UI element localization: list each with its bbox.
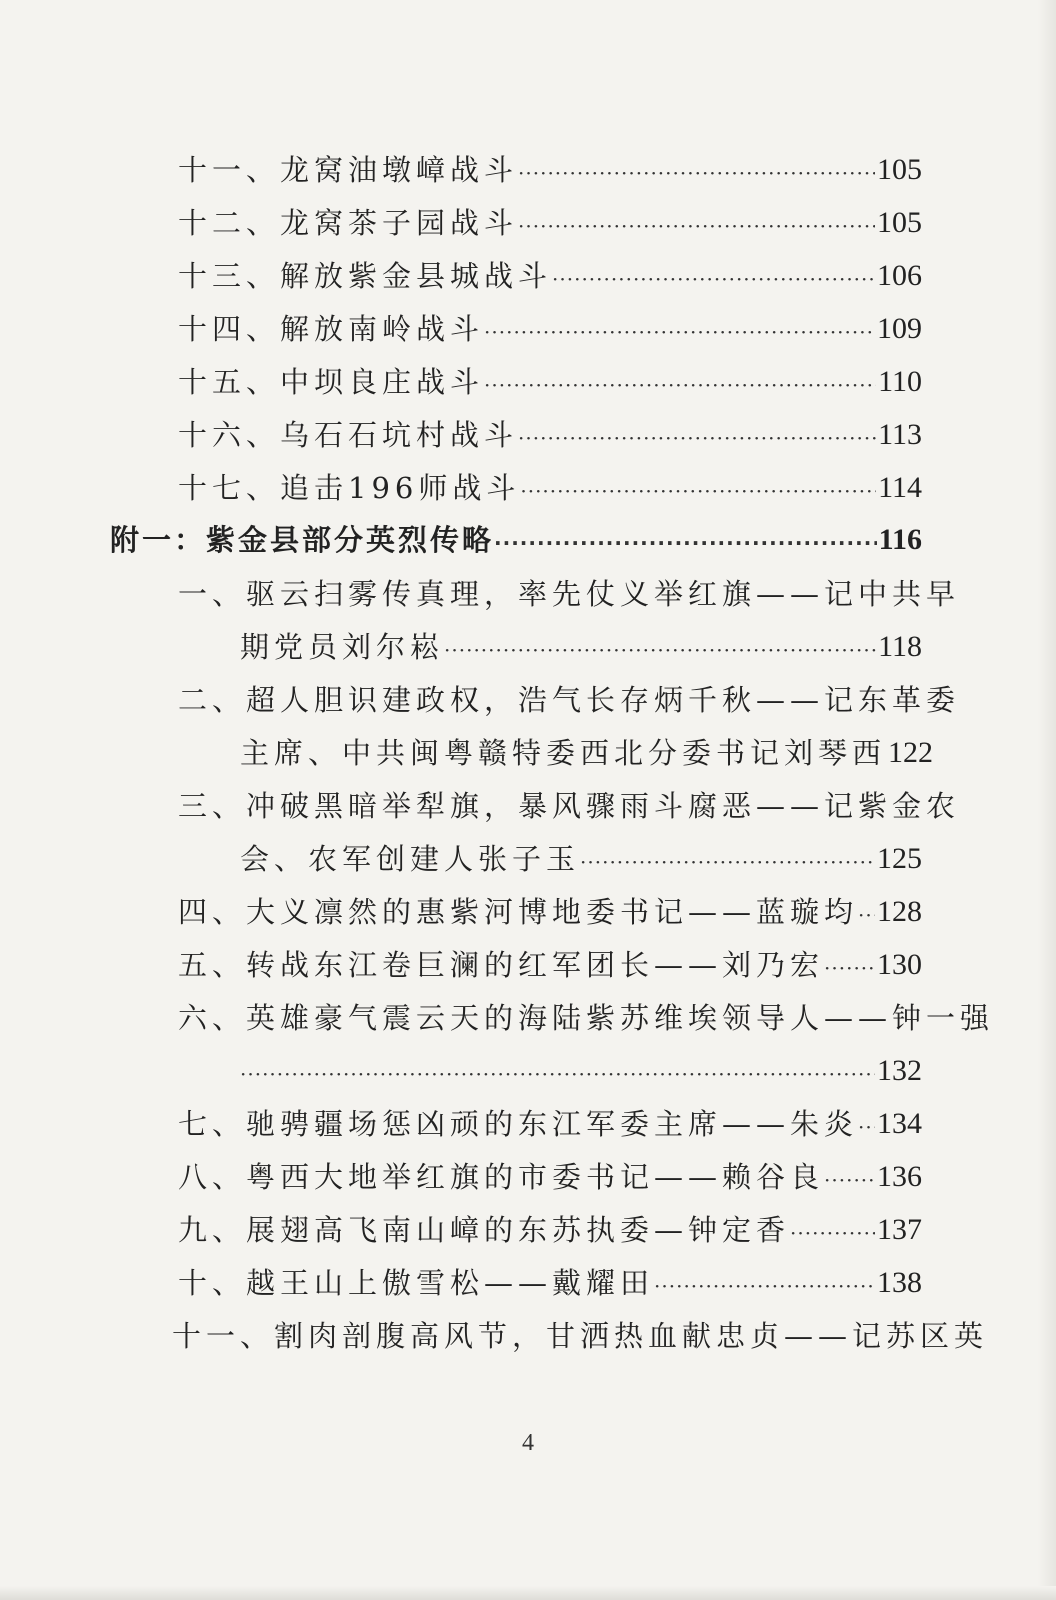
page-bottom-shadow [0, 1586, 1056, 1600]
toc-entry[interactable] [178, 1106, 922, 1142]
toc-entry-page: 138 [877, 1266, 922, 1299]
leader-dots [520, 476, 876, 506]
toc-entry[interactable] [178, 947, 922, 983]
toc-entry-title: 二、超人胆识建政权，浩气长存炳千秋——记东革委 [178, 683, 961, 717]
toc-entry-title: 十、越王山上傲雪松——戴耀田 [178, 1266, 655, 1300]
toc-entry-page: 105 [877, 153, 922, 186]
leader-dots [824, 1165, 875, 1195]
toc-entry-title: 四、大义凛然的惠紫河博地委书记——蓝璇均 [178, 895, 859, 929]
toc-entry-page: 114 [878, 471, 922, 504]
section-page: 116 [878, 523, 922, 556]
toc-entry[interactable] [178, 364, 922, 400]
leader-dots [858, 900, 875, 930]
toc-entry-continuation[interactable] [240, 1053, 922, 1089]
leader-dots [494, 528, 877, 558]
leader-dots [790, 1218, 875, 1248]
leader-dots [518, 158, 875, 188]
toc-entry-page: 110 [878, 365, 922, 398]
toc-entry-title: 七、驰骋疆场惩凶顽的东江军委主席——朱炎 [178, 1107, 859, 1141]
toc-entry-page: 109 [877, 312, 922, 345]
toc-entry[interactable] [178, 152, 922, 188]
toc-entry[interactable] [178, 205, 922, 241]
leader-dots [484, 370, 876, 400]
toc-entry[interactable] [178, 258, 922, 294]
toc-entry-page: 122 [888, 736, 934, 769]
page-number: 4 [522, 1430, 534, 1456]
leader-dots [552, 264, 875, 294]
toc-section[interactable] [110, 522, 922, 558]
toc-entry-page: 137 [877, 1213, 922, 1246]
toc-entry-page: 134 [877, 1107, 922, 1140]
section-title: 附一：紫金县部分英烈传略 [110, 523, 495, 557]
toc-entry-title: 三、冲破黑暗举犁旗，暴风骤雨斗腐恶——记紫金农 [178, 789, 961, 823]
toc-entry-line[interactable] [178, 682, 961, 718]
toc-entry-title: 会、农军创建人张子玉 [240, 842, 581, 876]
toc-entry-page: 130 [877, 948, 922, 981]
leader-dots [580, 847, 875, 877]
toc-entry-page: 132 [877, 1054, 922, 1087]
toc-entry-continuation[interactable] [240, 629, 922, 665]
toc-entry-page: 106 [877, 259, 922, 292]
page-edge-shadow [1038, 0, 1056, 1600]
toc-entry-title: 九、展翅高飞南山嶂的东苏执委—钟定香 [178, 1213, 791, 1247]
toc-entry[interactable] [178, 311, 922, 347]
leader-dots [240, 1059, 875, 1089]
toc-entry-continuation[interactable] [240, 735, 934, 771]
toc-entry[interactable] [178, 894, 922, 930]
toc-entry-title: 一、驱云扫雾传真理，率先仗义举红旗——记中共早 [178, 577, 961, 611]
toc-entry-page: 136 [877, 1160, 922, 1193]
leader-dots [444, 635, 876, 665]
leader-dots [518, 211, 875, 241]
toc-entry-page: 125 [877, 842, 922, 875]
toc-entry-title: 十六、乌石石坑村战斗 [178, 418, 519, 452]
toc-entry-title: 十四、解放南岭战斗 [178, 312, 485, 346]
toc-entry-title: 十五、中坝良庄战斗 [178, 365, 485, 399]
toc-entry-line[interactable] [178, 788, 961, 824]
toc-entry-line[interactable] [178, 576, 961, 612]
leader-dots [654, 1271, 875, 1301]
toc-entry-page: 113 [878, 418, 922, 451]
toc-entry-title: 十七、追击196师战斗 [178, 471, 521, 505]
toc-entry[interactable] [178, 1265, 922, 1301]
toc-entry-page: 118 [878, 630, 922, 663]
toc-entry-title: 六、英雄豪气震云天的海陆紫苏维埃领导人——钟一强 [178, 1001, 995, 1035]
toc-entry[interactable] [178, 1212, 922, 1248]
toc-entry-title: 期党员刘尔崧 [240, 630, 445, 664]
toc-entry-title: 八、粤西大地举红旗的市委书记——赖谷良 [178, 1160, 825, 1194]
toc-entry-title: 十二、龙窝茶子园战斗 [178, 206, 519, 240]
toc-entry-continuation[interactable] [240, 841, 922, 877]
toc-entry-title: 十一、龙窝油墩嶂战斗 [178, 153, 519, 187]
toc-entry-line[interactable] [172, 1318, 989, 1354]
toc-entry-title: 十三、解放紫金县城战斗 [178, 259, 553, 293]
toc-entry-title: 十一、割肉剖腹高风节，甘洒热血献忠贞——记苏区英 [172, 1319, 989, 1353]
toc-entry[interactable] [178, 1159, 922, 1195]
toc-entry-page: 128 [877, 895, 922, 928]
toc-entry-line[interactable] [178, 1000, 995, 1036]
toc-entry[interactable] [178, 470, 922, 506]
leader-dots [484, 317, 875, 347]
leader-dots [518, 423, 876, 453]
toc-entry[interactable] [178, 417, 922, 453]
toc-entry-title: 五、转战东江卷巨澜的红军团长——刘乃宏 [178, 948, 825, 982]
leader-dots [824, 953, 875, 983]
toc-entry-title: 主席、中共闽粤赣特委西北分委书记刘琴西 [240, 736, 887, 770]
leader-dots [858, 1112, 875, 1142]
toc-entry-page: 105 [877, 206, 922, 239]
